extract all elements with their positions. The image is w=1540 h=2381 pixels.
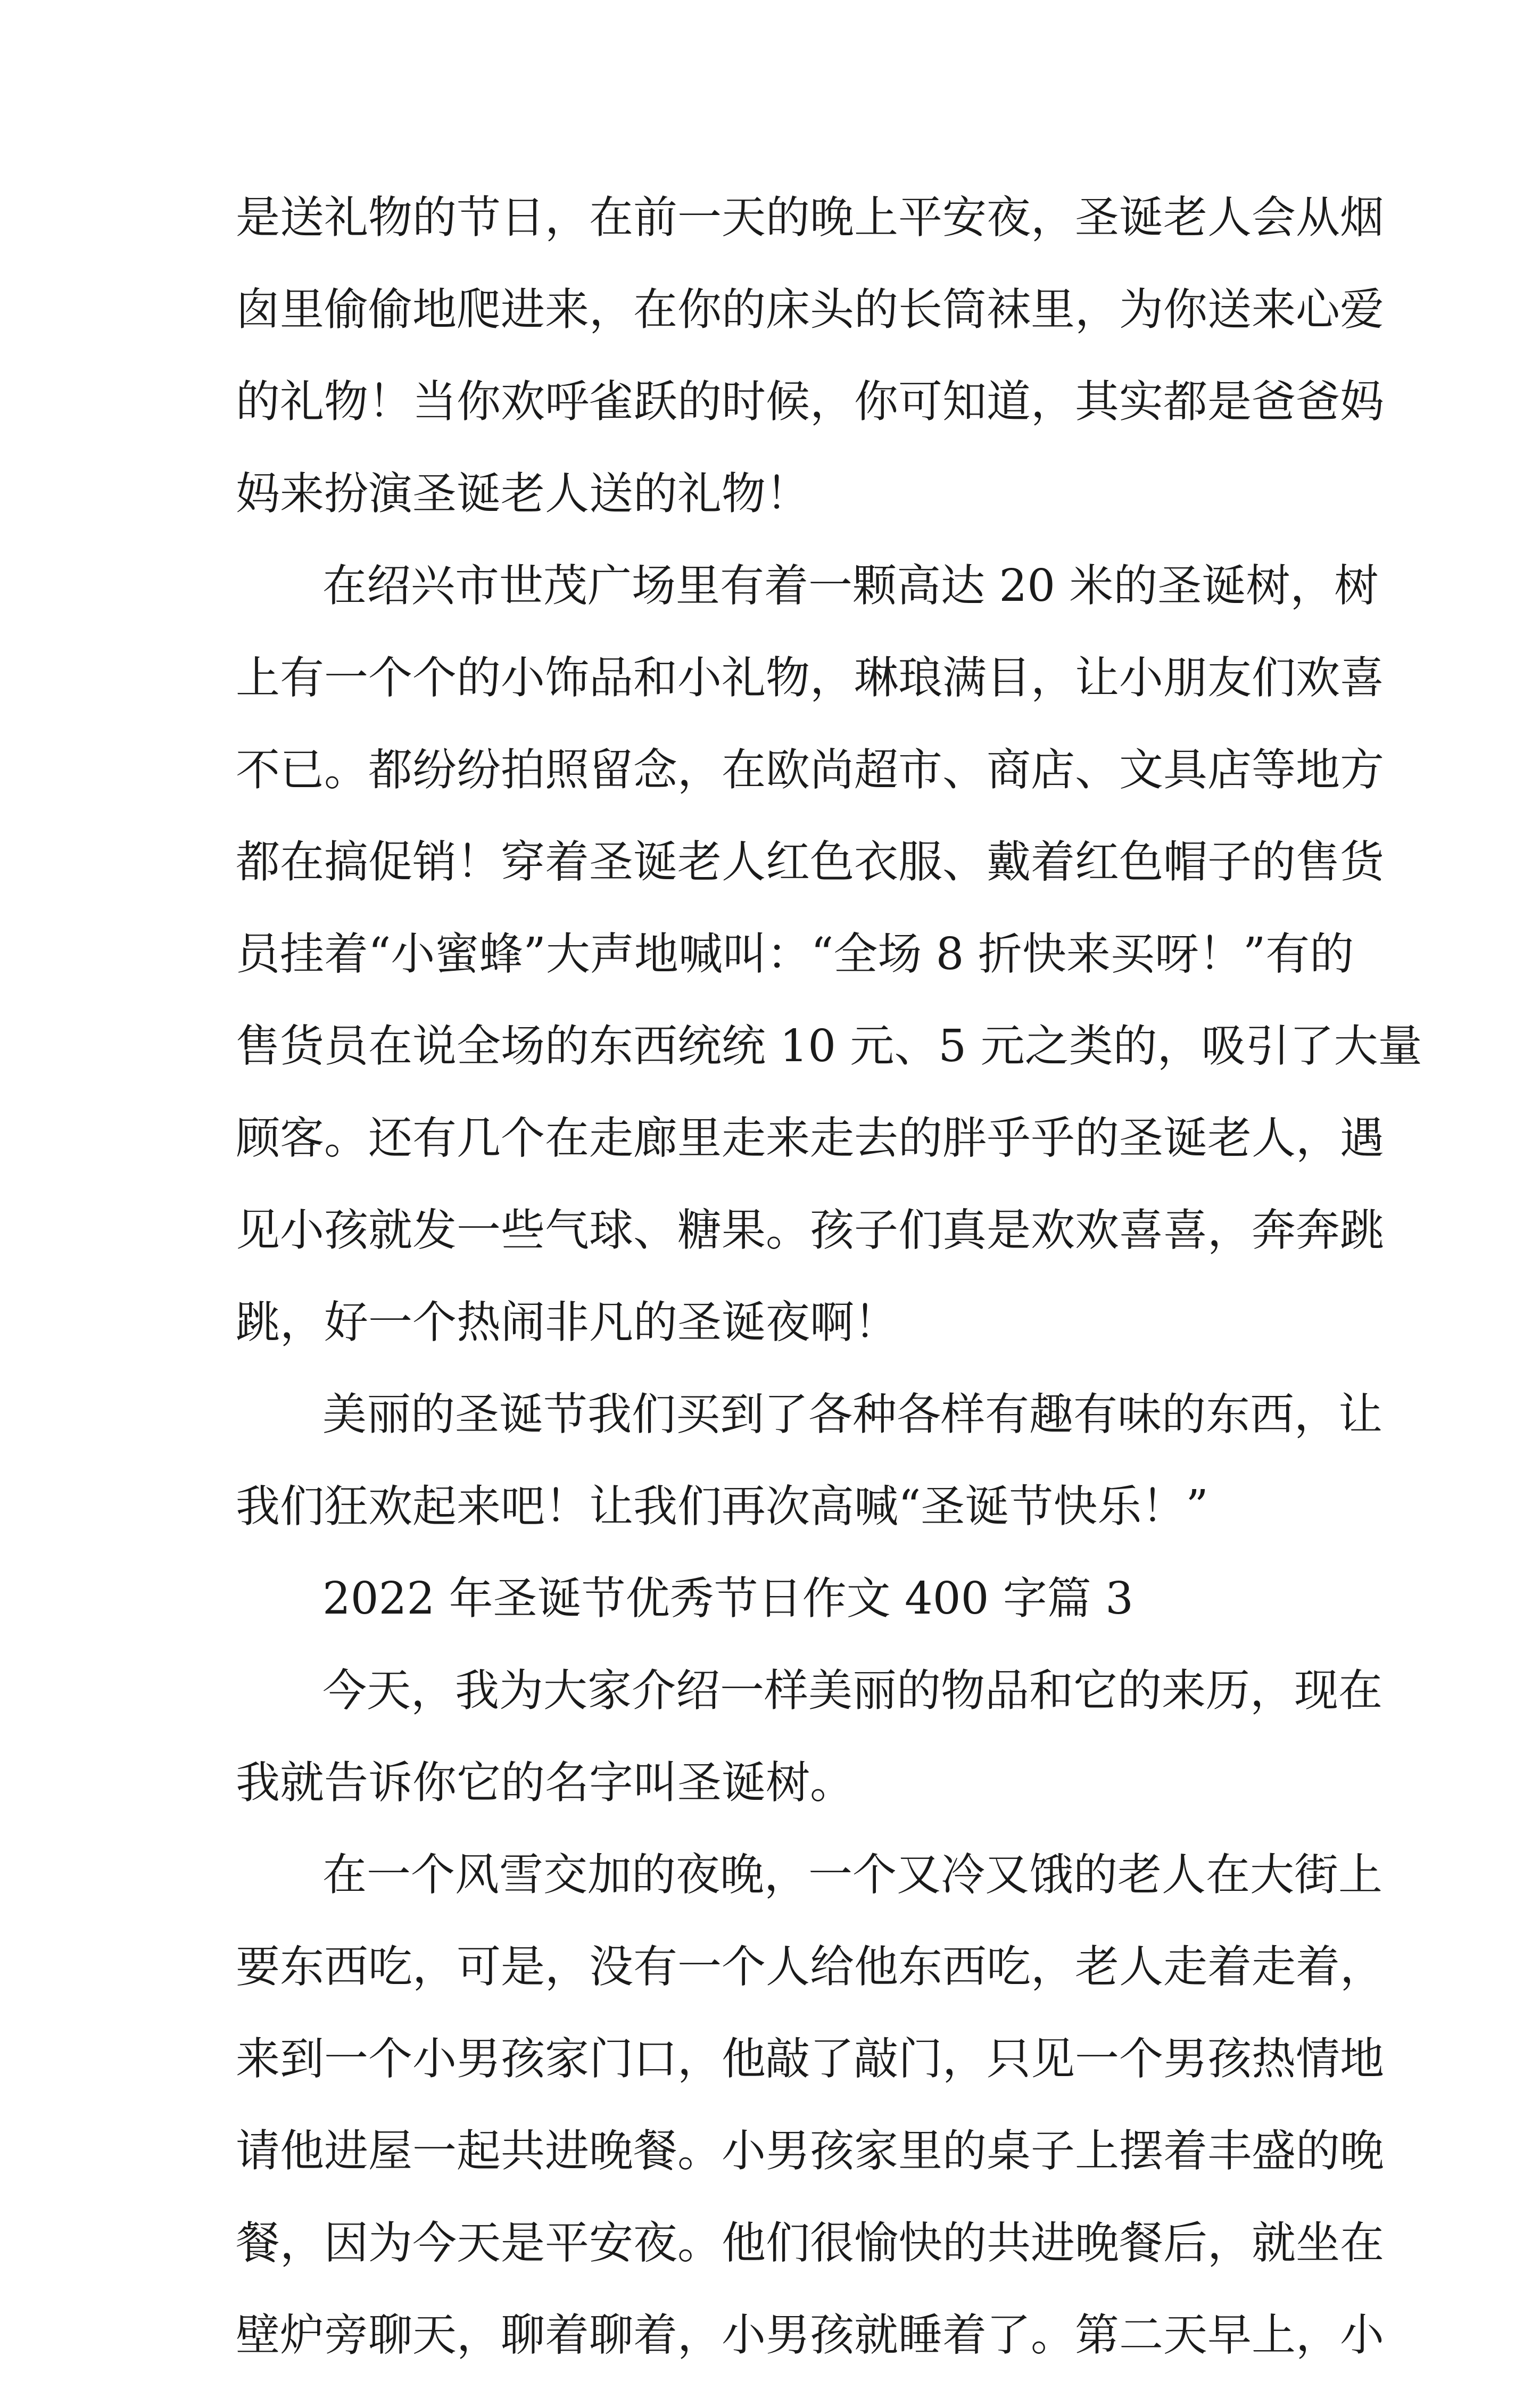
text-line: 见小孩就发一些气球、糖果。孩子们真是欢欢喜喜，奔奔跳 (236, 1204, 1384, 1256)
text-line: 跳，好一个热闹非凡的圣诞夜啊！ (236, 1296, 898, 1348)
paragraph-first-line: 2022 年圣诞节优秀节日作文 400 字篇 3 (322, 1573, 1133, 1624)
text-line: 壁炉旁聊天，聊着聊着，小男孩就睡着了。第二天早上，小 (236, 2309, 1384, 2361)
paragraph-first-line: 在一个风雪交加的夜晚，一个又冷又饿的老人在大街上 (322, 1849, 1382, 1900)
text-line: 请他进屋一起共进晚餐。小男孩家里的桌子上摆着丰盛的晚 (236, 2125, 1384, 2177)
text-line: 售货员在说全场的东西统统 10 元、5 元之类的，吸引了大量 (236, 1020, 1422, 1072)
text-line: 都在搞促销！穿着圣诞老人红色衣服、戴着红色帽子的售货 (236, 836, 1384, 888)
text-line: 我们狂欢起来吧！让我们再次高喊“圣诞节快乐！” (236, 1481, 1208, 1532)
text-line: 我就告诉你它的名字叫圣诞树。 (236, 1757, 854, 1808)
text-line: 囱里偷偷地爬进来，在你的床头的长筒袜里，为你送来心爱 (236, 284, 1384, 335)
paragraph-first-line: 今天，我为大家介绍一样美丽的物品和它的来历，现在 (322, 1665, 1382, 1716)
text-line: 是送礼物的节日，在前一天的晚上平安夜，圣诞老人会从烟 (236, 192, 1384, 243)
text-line: 顾客。还有几个在走廊里走来走去的胖乎乎的圣诞老人，遇 (236, 1112, 1384, 1164)
text-line: 餐，因为今天是平安夜。他们很愉快的共进晚餐后，就坐在 (236, 2217, 1384, 2269)
text-line: 来到一个小男孩家门口，他敲了敲门，只见一个男孩热情地 (236, 2033, 1384, 2085)
paragraph-first-line: 美丽的圣诞节我们买到了各种各样有趣有味的东西，让 (322, 1388, 1382, 1440)
text-line: 员挂着“小蜜蜂”大声地喊叫：“全场 8 折快来买呀！”有的 (236, 928, 1354, 980)
text-line: 要东西吃，可是，没有一个人给他东西吃，老人走着走着， (236, 1941, 1384, 1993)
text-line: 上有一个个的小饰品和小礼物，琳琅满目，让小朋友们欢喜 (236, 652, 1384, 704)
text-line: 妈来扮演圣诞老人送的礼物！ (236, 468, 810, 519)
document-body (236, 171, 1422, 2381)
paragraph-first-line: 在绍兴市世茂广场里有着一颗高达 20 米的圣诞树，树 (322, 560, 1379, 611)
text-line: 的礼物！当你欢呼雀跃的时候，你可知道，其实都是爸爸妈 (236, 376, 1384, 427)
text-line: 不已。都纷纷拍照留念，在欧尚超市、商店、文具店等地方 (236, 744, 1384, 796)
